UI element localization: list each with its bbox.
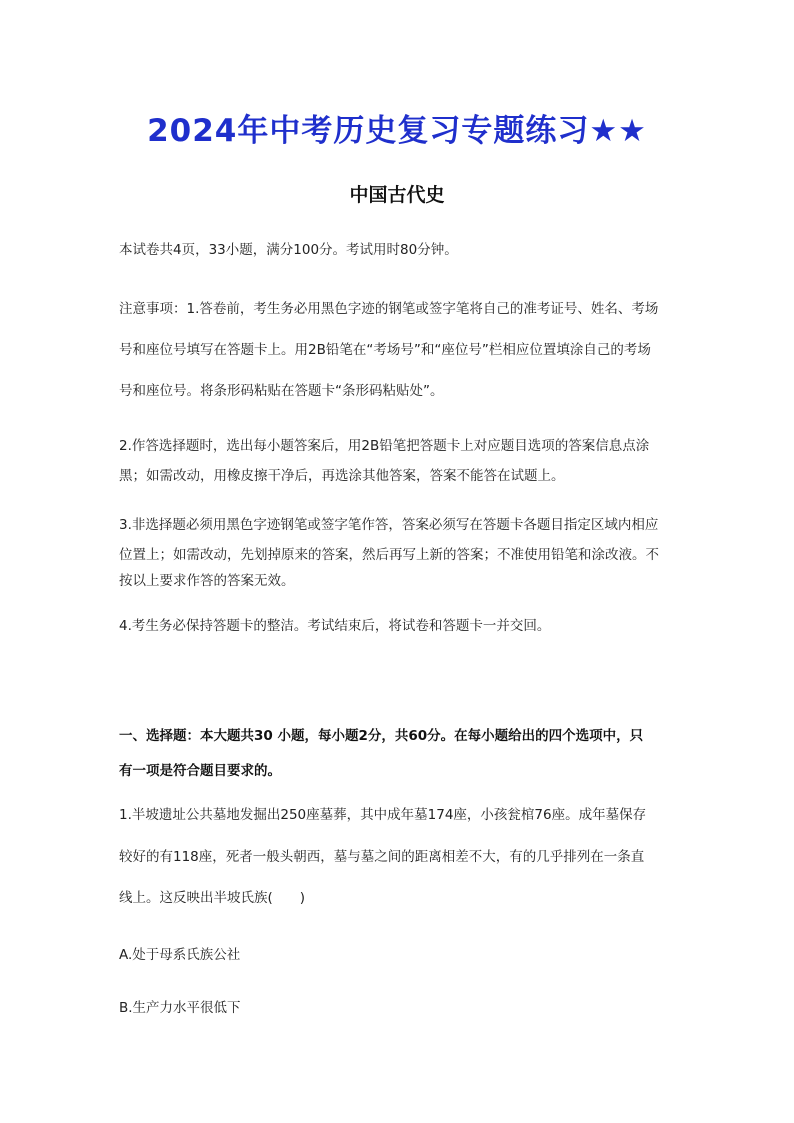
instruction-2-line-2: 黑；如需改动，用橡皮擦干净后，再选涂其他答案，答案不能答在试题上。: [119, 468, 565, 484]
exam-intro: 本试卷共4页，33小题，满分100分。考试用时80分钟。: [119, 242, 458, 258]
question-1-option-a: A.处于母系氏族公社: [119, 947, 241, 963]
section-heading-line-2: 有一项是符合题目要求的。: [119, 763, 281, 779]
instruction-3-line-1: 3.非选择题必须用黑色字迹钢笔或签字笔作答，答案必须写在答题卡各题目指定区域内相应: [119, 517, 659, 533]
question-1-option-b: B.生产力水平很低下: [119, 1000, 241, 1016]
notice-line-3: 号和座位号。将条形码粘贴在答题卡“条形码粘贴处”。: [119, 383, 444, 399]
instruction-2-line-1: 2.作答选择题时，选出每小题答案后，用2B铅笔把答题卡上对应题目选项的答案信息点涂: [119, 438, 650, 454]
question-1-line-3: 线上。这反映出半坡氏族( ): [119, 890, 306, 906]
notice-line-2: 号和座位号填写在答题卡上。用2B铅笔在“考场号”和“座位号”栏相应位置填涂自己的考场: [119, 342, 651, 358]
document-subtitle: 中国古代史: [349, 184, 445, 206]
instruction-3-line-3: 按以上要求作答的答案无效。: [119, 573, 295, 589]
question-1-line-2: 较好的有118座，死者一般头朝西，墓与墓之间的距离相差不大，有的几乎排列在一条直: [119, 849, 645, 865]
instruction-4: 4.考生务必保持答题卡的整洁。考试结束后，将试卷和答题卡一并交回。: [119, 618, 551, 634]
instruction-3-line-2: 位置上；如需改动，先划掉原来的答案，然后再写上新的答案；不准使用铅笔和涂改液。不: [119, 547, 659, 563]
question-1-line-1: 1.半坡遗址公共墓地发掘出250座墓葬，其中成年墓174座，小孩瓮棺76座。成年墓保存: [119, 807, 647, 823]
document-title: 2024年中考历史复习专题练习★★: [147, 113, 647, 149]
notice-line-1: 注意事项：1.答卷前，考生务必用黑色字迹的钢笔或签字笔将自己的准考证号、姓名、考场: [119, 301, 659, 317]
section-heading-line-1: 一、选择题：本大题共30 小题，每小题2分，共60分。在每小题给出的四个选项中，只: [119, 728, 644, 744]
